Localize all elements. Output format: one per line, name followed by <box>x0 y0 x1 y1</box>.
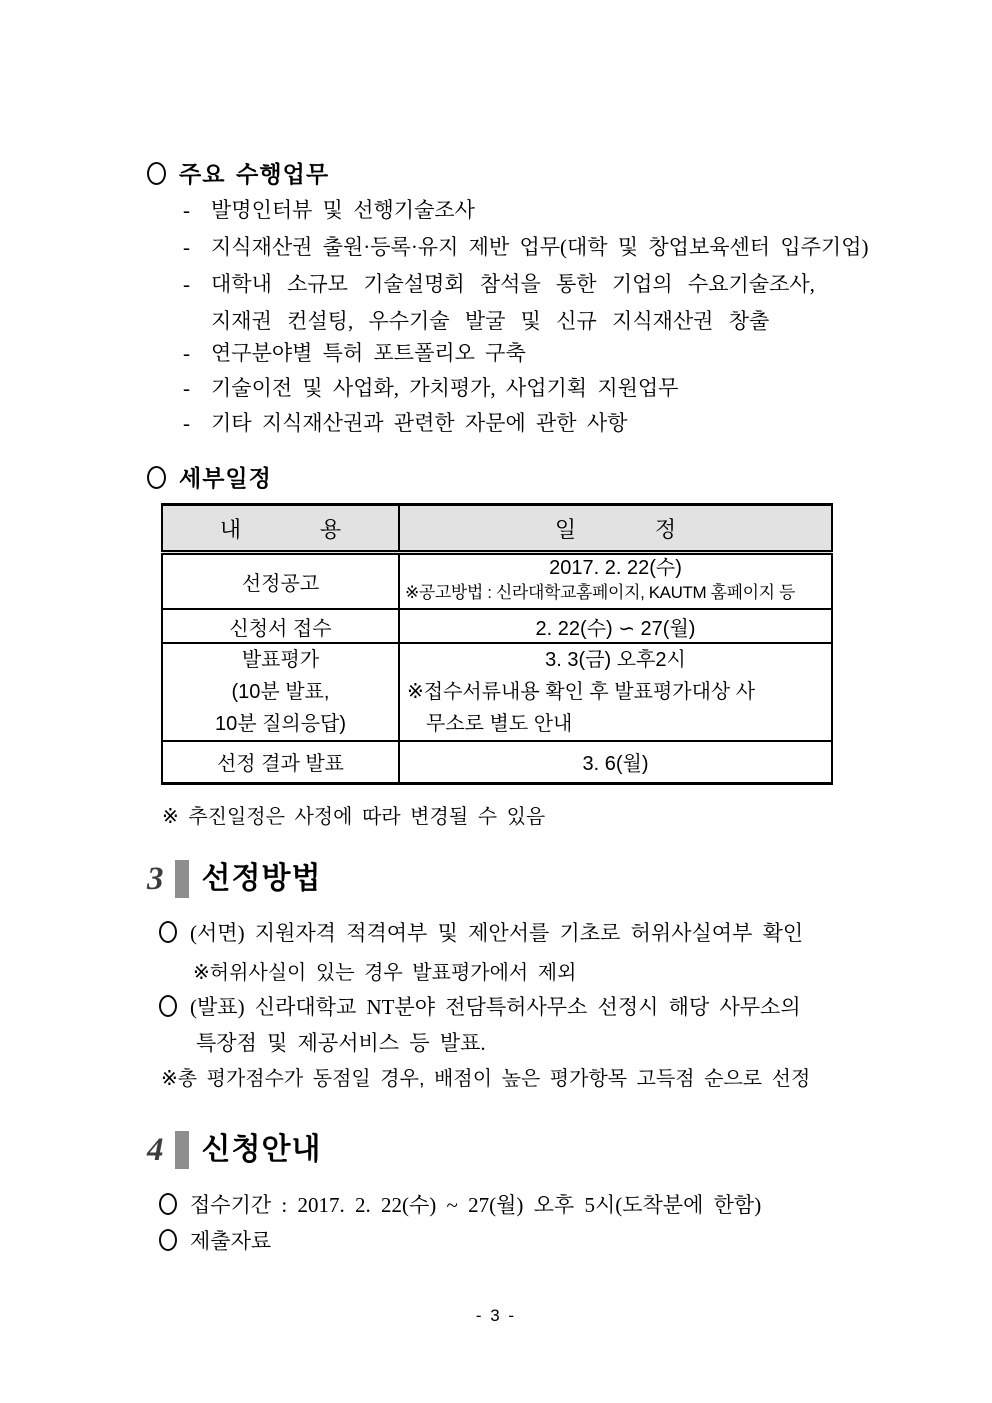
content-line: 발표평가 <box>241 649 320 671</box>
schedule-note: 무소로 별도 안내 <box>426 713 573 735</box>
circle-bullet-icon <box>147 162 166 185</box>
schedule-date: 3. 3(금) 오후2시 <box>545 649 686 671</box>
cell-schedule: 2. 22(수) ∽ 27(월) <box>399 609 832 643</box>
apply-section-title: 신청안내 <box>201 1133 322 1166</box>
dash-bullet: - <box>183 235 190 259</box>
task-item-text: 연구분야별 특허 포트폴리오 구축 <box>211 341 526 365</box>
table-header-row <box>162 505 832 553</box>
method-section-title: 선정방법 <box>201 862 322 895</box>
dash-bullet: - <box>183 272 190 296</box>
task-item <box>183 407 627 437</box>
task-item-continuation <box>211 305 769 335</box>
schedule-table <box>161 503 833 785</box>
tasks-section-heading <box>147 156 329 189</box>
task-item-text: 지재권 컨설팅, 우수기술 발굴 및 신규 지식재산권 창출 <box>211 309 770 333</box>
method-bullet-text: (발표) 신라대학교 NT분야 전담특허사무소 선정시 해당 사무소의 <box>190 995 801 1019</box>
method-section-heading <box>147 860 321 898</box>
cell-content <box>162 643 399 741</box>
table-row <box>162 609 832 643</box>
circle-bullet-icon <box>147 466 166 489</box>
task-item <box>183 372 678 402</box>
apply-item-text: 접수기간 : 2017. 2. 22(수) ~ 27(월) 오후 5시(도착분에 한함) <box>190 1193 762 1217</box>
heading-bar-icon <box>175 860 189 898</box>
dash-bullet: - <box>183 198 190 222</box>
cell-content: 신청서 접수 <box>162 609 399 643</box>
schedule-section-heading <box>147 460 272 493</box>
dash-bullet: - <box>183 411 190 435</box>
task-item <box>183 194 475 224</box>
schedule-date: 2017. 2. 22(수) <box>549 557 682 579</box>
circle-bullet-icon <box>159 1229 177 1251</box>
method-footnote: ※총 평가점수가 동점일 경우, 배점이 높은 평가항목 고득점 순으로 선정 <box>161 1068 811 1090</box>
table-row <box>162 643 832 741</box>
dash-bullet: - <box>183 376 190 400</box>
method-bullet <box>159 991 801 1021</box>
cell-content: 선정공고 <box>162 553 399 610</box>
dash-bullet: - <box>183 341 190 365</box>
circle-bullet-icon <box>159 1193 177 1215</box>
apply-item <box>159 1189 761 1219</box>
task-item <box>183 337 526 367</box>
task-item-text: 발명인터뷰 및 선행기술조사 <box>211 198 475 222</box>
apply-section-heading <box>147 1131 321 1169</box>
cell-content: 선정 결과 발표 <box>162 741 399 783</box>
content-line: 10분 질의응답) <box>214 713 347 735</box>
task-item-text: 기술이전 및 사업화, 가치평가, 사업기획 지원업무 <box>211 376 679 400</box>
method-bullet-note: ※허위사실이 있는 경우 발표평가에서 제외 <box>193 962 577 984</box>
task-item-text: 지식재산권 출원·등록·유지 제반 업무(대학 및 창업보육센터 입주기업) <box>211 235 869 259</box>
task-item-text: 기타 지식재산권과 관련한 자문에 관한 사항 <box>211 411 628 435</box>
cell-schedule <box>399 643 832 741</box>
cell-schedule: 3. 6(월) <box>399 741 832 783</box>
apply-item <box>159 1225 271 1255</box>
task-item <box>183 268 815 298</box>
cell-schedule <box>399 553 832 610</box>
section-number: 4 <box>147 1131 164 1168</box>
method-bullet-continuation: 특장점 및 제공서비스 등 발표. <box>196 1031 486 1055</box>
table-header-content: 내 용 <box>162 505 399 553</box>
method-bullet-text: (서면) 지원자격 적격여부 및 제안서를 기초로 허위사실여부 확인 <box>190 921 804 945</box>
heading-bar-icon <box>175 1131 189 1169</box>
task-item-text: 대학내 소규모 기술설명회 참석을 통한 기업의 수요기술조사, <box>211 272 815 296</box>
content-line: (10분 발표, <box>231 681 330 703</box>
schedule-note: ※접수서류내용 확인 후 발표평가대상 사 <box>407 681 756 703</box>
circle-bullet-icon <box>159 921 177 943</box>
page-number: - 3 - <box>475 1306 517 1325</box>
table-row <box>162 553 832 610</box>
section-number: 3 <box>147 860 164 897</box>
task-item <box>183 231 868 261</box>
table-header-schedule: 일 정 <box>399 505 832 553</box>
circle-bullet-icon <box>159 995 177 1017</box>
apply-item-text: 제출자료 <box>190 1229 272 1253</box>
tasks-section-title: 주요 수행업무 <box>179 162 330 187</box>
schedule-section-title: 세부일정 <box>179 466 272 491</box>
schedule-note: ※공고방법 : 신라대학교홈페이지, KAUTM 홈페이지 등 <box>405 583 796 602</box>
table-row <box>162 741 832 783</box>
schedule-footnote: ※ 추진일정은 사정에 따라 변경될 수 있음 <box>162 806 546 828</box>
method-bullet <box>159 917 803 947</box>
